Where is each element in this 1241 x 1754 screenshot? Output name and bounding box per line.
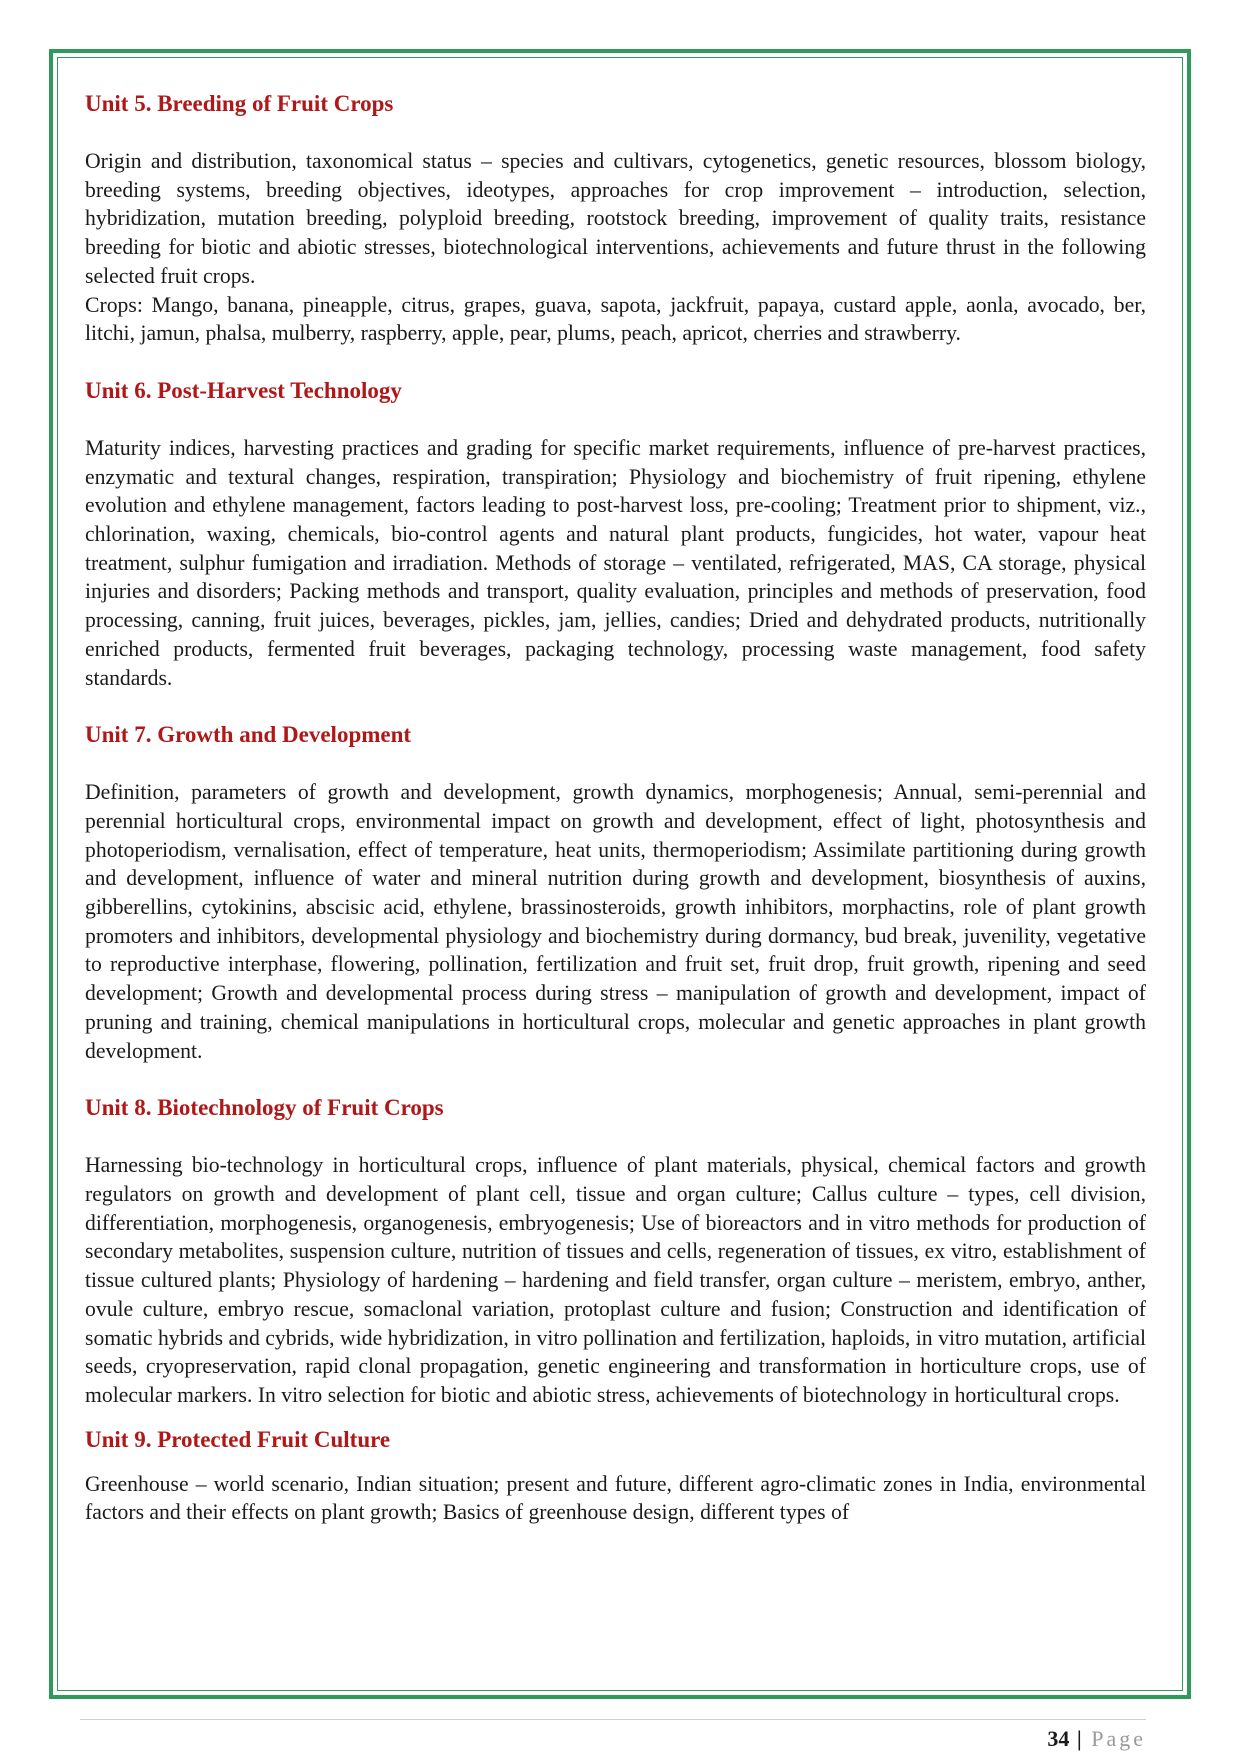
unit-6-section <box>85 377 1146 692</box>
page-number: 34 <box>1047 1726 1070 1751</box>
unit-9-paragraph-1: Greenhouse – world scenario, Indian situation; present and future, different agro-climatic zones in India, environmental factors and their effects on plant growth; Basics of greenhouse design, different types of <box>85 1471 1146 1525</box>
unit-9-heading: Unit 9. Protected Fruit Culture <box>85 1426 391 1452</box>
unit-6-heading: Unit 6. Post-Harvest Technology <box>85 377 402 403</box>
unit-5-paragraph-1: Origin and distribution, taxonomical status – species and cultivars, cytogenetics, genetic resources, blossom biology, breeding systems, breeding objectives, ideotypes, approaches for crop improvement – introduction, selection, hybridization, mutation breeding, polyploid breeding, rootstock breeding, improvement of quality traits, resistance breeding for biotic and abiotic stresses, biotechnological interventions, achievements and future thrust in the following selected fruit crops. <box>85 149 1146 288</box>
unit-6-paragraph-1: Maturity indices, harvesting practices and grading for specific market requirements, influence of pre-harvest practices, enzymatic and textural changes, respiration, transpiration; Physiology and biochemistry of fruit ripening, ethylene evolution and ethylene management, factors leading to post-harvest loss, pre-cooling; Treatment prior to shipment, viz., chlorination, waxing, chemicals, bio-control agents and natural plant products, fungicides, hot water, vapour heat treatment, sulphur fumigation and irradiation. Methods of storage – ventilated, refrigerated, MAS, CA storage, physical injuries and disorders; Packing methods and transport, quality evaluation, principles and methods of preservation, food processing, canning, fruit juices, beverages, pickles, jam, jellies, candies; Dried and dehydrated products, nutritionally enriched products, fermented fruit beverages, packaging technology, processing waste management, food safety standards. <box>85 435 1146 690</box>
unit-9-section <box>85 1426 1146 1527</box>
unit-8-paragraph-1: Harnessing bio-technology in horticultural crops, influence of plant materials, physical, chemical factors and growth regulators on growth and development of plant cell, tissue and organ culture; Callus culture – types, cell division, differentiation, morphogenesis, organogenesis, embryogenesis; Use of bioreactors and in vitro methods for production of secondary metabolites, suspension culture, nutrition of tissues and cells, regeneration of tissues, ex vitro, establishment of tissue cultured plants; Physiology of hardening – hardening and field transfer, organ culture – meristem, embryo, anther, ovule culture, embryo rescue, somaclonal variation, protoplast culture and fusion; Construction and identification of somatic hybrids and cybrids, wide hybridization, in vitro pollination and fertilization, haploids, in vitro mutation, artificial seeds, cryopreservation, rapid clonal propagation, genetic engineering and transformation in horticulture crops, use of molecular markers. In vitro selection for biotic and abiotic stress, achievements of biotechnology in horticultural crops. <box>85 1153 1146 1407</box>
unit-8-heading: Unit 8. Biotechnology of Fruit Crops <box>85 1095 444 1121</box>
footer-separator: | <box>1076 1726 1082 1751</box>
unit-5-section <box>85 90 1146 348</box>
unit-5-heading: Unit 5. Breeding of Fruit Crops <box>85 91 394 116</box>
page-footer <box>1047 1726 1146 1752</box>
unit-5-crops-paragraph: Crops: Mango, banana, pineapple, citrus, grapes, guava, sapota, jackfruit, papaya, custard apple, aonla, avocado, ber, litchi, jamun, phalsa, mulberry, raspberry, apple, pear, plums, peach, apricot, cherries and strawberry. <box>85 292 1146 346</box>
unit-7-paragraph-1: Definition, parameters of growth and development, growth dynamics, morphogenesis; Annual, semi-perennial and perennial horticultural crops, environmental impact on growth and development, effect of light, photosynthesis and photoperiodism, vernalisation, effect of temperature, heat units, thermoperiodism; Assimilate partitioning during growth and development, influence of water and mineral nutrition during growth and development, biosynthesis of auxins, gibberellins, cytokinins, abscisic acid, ethylene, brassinosteroids, growth inhibitors, morphactins, role of plant growth promoters and inhibitors, developmental physiology and biochemistry during dormancy, bud break, juvenility, vegetative to reproductive interphase, flowering, pollination, fertilization and fruit set, fruit drop, fruit growth, ripening and seed development; Growth and developmental process during stress – manipulation of growth and development, impact of pruning and training, chemical manipulations in horticultural crops, molecular and genetic approaches in plant growth development. <box>85 780 1146 1063</box>
unit-7-heading: Unit 7. Growth and Development <box>85 722 412 748</box>
unit-8-section <box>85 1094 1146 1409</box>
unit-7-section <box>85 721 1146 1065</box>
footer-divider <box>80 1719 1146 1720</box>
page-label: Page <box>1091 1726 1146 1751</box>
document-body <box>85 90 1146 1527</box>
